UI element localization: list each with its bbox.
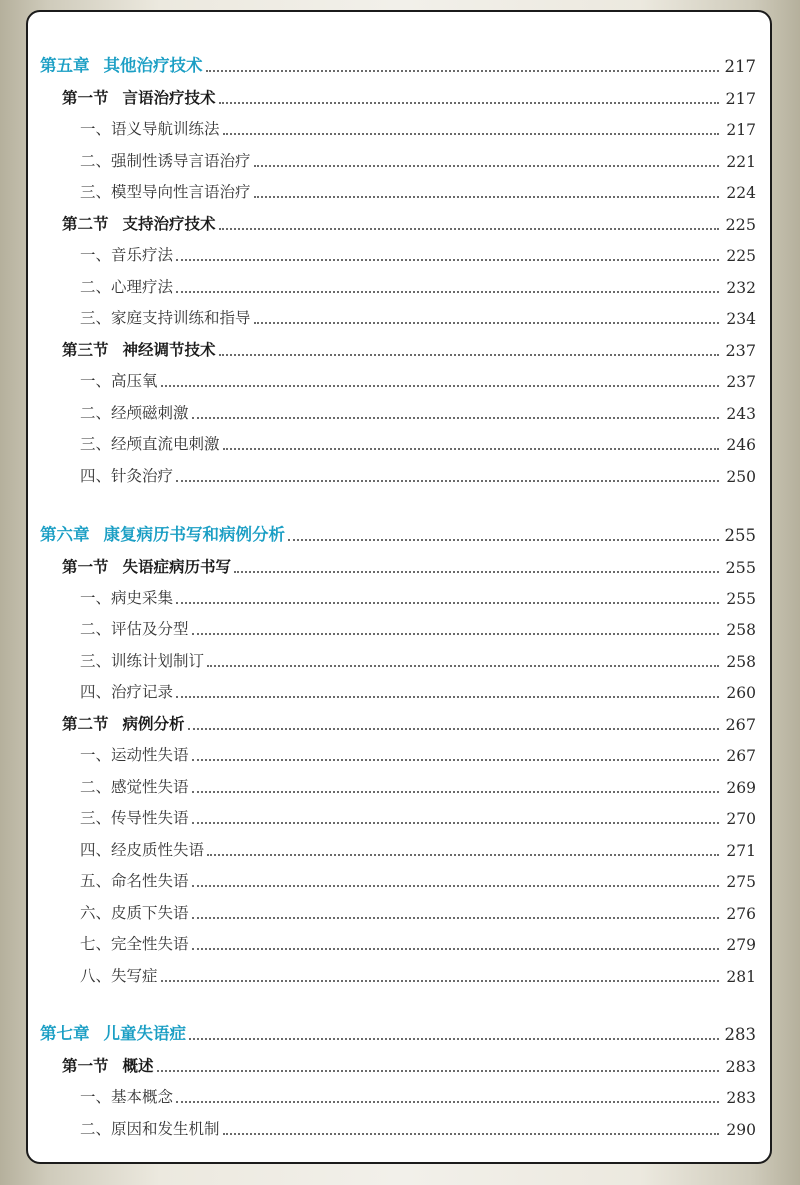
- toc-page-number: 281: [726, 968, 756, 986]
- toc-page-number: 258: [726, 621, 756, 639]
- toc-page-number: 217: [725, 89, 756, 108]
- toc-entry-label: [80, 869, 189, 891]
- toc-section-row[interactable]: [28, 551, 770, 577]
- toc-entry-number: 第五章: [40, 56, 90, 75]
- toc-entry-label: [80, 149, 251, 171]
- toc-entry-title: 六、皮质下失语: [80, 904, 189, 922]
- toc-chapter-row[interactable]: [28, 1018, 770, 1044]
- dot-leader: [161, 385, 719, 387]
- toc-entry-title: 概述: [122, 1057, 154, 1075]
- toc-entry-label: [62, 712, 185, 734]
- toc-entry-label: [62, 555, 231, 577]
- toc-item-row[interactable]: [28, 176, 770, 202]
- toc-entry-label: [80, 243, 173, 265]
- toc-entry-title: 其他治疗技术: [103, 56, 203, 75]
- toc-entry-title: 七、完全性失语: [80, 935, 189, 953]
- toc-item-row[interactable]: [28, 897, 770, 923]
- toc-entry-label: [40, 52, 203, 76]
- toc-entry-title: 病例分析: [122, 715, 185, 733]
- dot-leader: [288, 539, 719, 541]
- toc-entry-title: 二、原因和发生机制: [80, 1120, 220, 1138]
- toc-entry-title: 一、病史采集: [80, 589, 174, 607]
- toc-item-row[interactable]: [28, 928, 770, 954]
- toc-entry-label: [80, 617, 189, 639]
- dot-leader: [234, 571, 719, 573]
- toc-page-number: 255: [726, 590, 756, 608]
- dot-leader: [192, 417, 719, 419]
- toc-chapter-row[interactable]: [28, 50, 770, 76]
- toc-entry-title: 二、心理疗法: [80, 278, 174, 296]
- toc-item-row[interactable]: [28, 239, 770, 265]
- toc-page-number: 258: [726, 653, 756, 671]
- toc-section-row[interactable]: [28, 334, 770, 360]
- toc-entry-title: 三、传导性失语: [80, 809, 189, 827]
- toc-page-number: 255: [725, 558, 756, 577]
- toc-entry-title: 三、模型导向性言语治疗: [80, 183, 251, 201]
- toc-item-row[interactable]: [28, 960, 770, 986]
- toc-entry-title: 一、音乐疗法: [80, 246, 174, 264]
- toc-entry-number: 第一节: [62, 89, 109, 107]
- toc-entry-label: [80, 432, 220, 454]
- dot-leader: [157, 1070, 719, 1072]
- toc-entry-label: [80, 775, 189, 797]
- toc-page-number: 255: [724, 526, 756, 545]
- toc-entry-label: [80, 1117, 220, 1139]
- toc-entry-title: 四、治疗记录: [80, 683, 174, 701]
- toc-entry-title: 康复病历书写和病例分析: [103, 525, 285, 544]
- toc-item-row[interactable]: [28, 645, 770, 671]
- dot-leader: [219, 102, 719, 104]
- table-of-contents: [28, 12, 770, 1162]
- toc-page-number: 279: [726, 936, 756, 954]
- toc-page-number: 225: [726, 247, 756, 265]
- dot-leader: [192, 885, 719, 887]
- toc-entry-title: 儿童失语症: [103, 1024, 186, 1043]
- toc-item-row[interactable]: [28, 460, 770, 486]
- dot-leader: [192, 791, 719, 793]
- toc-page-number: 290: [726, 1121, 756, 1139]
- toc-entry-label: [80, 743, 189, 765]
- dot-leader: [192, 759, 719, 761]
- toc-page-number: 271: [726, 842, 756, 860]
- toc-entry-label: [80, 806, 189, 828]
- toc-entry-title: 二、强制性诱导言语治疗: [80, 152, 251, 170]
- toc-entry-title: 三、经颅直流电刺激: [80, 435, 220, 453]
- toc-page-number: 275: [726, 873, 756, 891]
- toc-page-number: 276: [726, 905, 756, 923]
- toc-entry-label: [62, 338, 216, 360]
- toc-entry-title: 八、失写症: [80, 967, 158, 985]
- toc-page: [26, 10, 772, 1164]
- toc-page-number: 237: [725, 341, 756, 360]
- toc-page-number: 260: [726, 684, 756, 702]
- toc-entry-label: [80, 306, 251, 328]
- toc-page-number: 232: [726, 279, 756, 297]
- toc-entry-title: 四、针灸治疗: [80, 467, 174, 485]
- toc-item-row[interactable]: [28, 302, 770, 328]
- dot-leader: [223, 133, 719, 135]
- toc-item-row[interactable]: [28, 771, 770, 797]
- toc-entry-label: [62, 212, 216, 234]
- dot-leader: [189, 1038, 719, 1040]
- toc-item-row[interactable]: [28, 397, 770, 423]
- dot-leader: [207, 854, 719, 856]
- toc-page-number: 267: [725, 715, 756, 734]
- toc-entry-number: 第六章: [40, 525, 90, 544]
- toc-page-number: 267: [726, 747, 756, 765]
- toc-entry-label: [80, 649, 204, 671]
- toc-page-number: 283: [726, 1089, 756, 1107]
- toc-item-row[interactable]: [28, 365, 770, 391]
- dot-leader: [176, 602, 719, 604]
- toc-entry-title: 三、训练计划制订: [80, 652, 205, 670]
- toc-entry-label: [80, 901, 189, 923]
- dot-leader: [176, 259, 719, 261]
- toc-entry-title: 二、感觉性失语: [80, 778, 189, 796]
- toc-entry-label: [80, 180, 251, 202]
- toc-section-row[interactable]: [28, 82, 770, 108]
- toc-entry-title: 一、基本概念: [80, 1088, 174, 1106]
- toc-entry-label: [80, 275, 173, 297]
- dot-leader: [192, 948, 719, 950]
- dot-leader: [176, 291, 719, 293]
- toc-page-number: 246: [726, 436, 756, 454]
- toc-page-number: 221: [726, 153, 756, 171]
- dot-leader: [254, 322, 719, 324]
- toc-entry-number: 第一节: [62, 1057, 109, 1075]
- toc-item-row[interactable]: [28, 113, 770, 139]
- toc-entry-number: 第七章: [40, 1024, 90, 1043]
- toc-entry-title: 五、命名性失语: [80, 872, 189, 890]
- toc-section-row[interactable]: [28, 708, 770, 734]
- toc-entry-title: 失语症病历书写: [122, 558, 232, 576]
- toc-entry-label: [80, 117, 220, 139]
- toc-page-number: 250: [726, 468, 756, 486]
- toc-chapter-row[interactable]: [28, 519, 770, 545]
- dot-leader: [176, 1101, 719, 1103]
- toc-page-number: 217: [726, 121, 756, 139]
- toc-section-row[interactable]: [28, 208, 770, 234]
- toc-entry-label: [80, 964, 158, 986]
- toc-entry-label: [80, 1085, 173, 1107]
- toc-item-row[interactable]: [28, 1081, 770, 1107]
- toc-entry-label: [80, 369, 158, 391]
- toc-entry-title: 一、语义导航训练法: [80, 120, 220, 138]
- toc-entry-label: [40, 1020, 186, 1044]
- toc-entry-label: [80, 838, 204, 860]
- toc-entry-label: [80, 586, 173, 608]
- dot-leader: [206, 70, 720, 72]
- toc-item-row[interactable]: [28, 271, 770, 297]
- dot-leader: [176, 480, 719, 482]
- toc-item-row[interactable]: [28, 145, 770, 171]
- dot-leader: [207, 665, 719, 667]
- toc-item-row[interactable]: [28, 739, 770, 765]
- toc-item-row[interactable]: [28, 613, 770, 639]
- toc-entry-title: 一、高压氧: [80, 372, 158, 390]
- toc-entry-title: 三、家庭支持训练和指导: [80, 309, 251, 327]
- toc-page-number: 224: [726, 184, 756, 202]
- toc-page-number: 283: [724, 1025, 756, 1044]
- toc-entry-label: [80, 932, 189, 954]
- toc-entry-title: 二、经颅磁刺激: [80, 404, 189, 422]
- toc-entry-label: [62, 86, 216, 108]
- toc-page-number: 217: [724, 57, 756, 76]
- toc-entry-number: 第二节: [62, 715, 109, 733]
- toc-page-number: 269: [726, 779, 756, 797]
- dot-leader: [188, 728, 719, 730]
- dot-leader: [192, 822, 719, 824]
- toc-entry-title: 言语治疗技术: [122, 89, 216, 107]
- toc-entry-number: 第二节: [62, 215, 109, 233]
- toc-entry-label: [80, 680, 173, 702]
- toc-entry-title: 神经调节技术: [122, 341, 216, 359]
- toc-page-number: 243: [726, 405, 756, 423]
- dot-leader: [223, 448, 719, 450]
- toc-entry-label: [40, 521, 285, 545]
- toc-item-row[interactable]: [28, 676, 770, 702]
- toc-item-row[interactable]: [28, 1113, 770, 1139]
- dot-leader: [192, 917, 719, 919]
- dot-leader: [219, 354, 719, 356]
- toc-entry-number: 第三节: [62, 341, 109, 359]
- toc-entry-label: [62, 1054, 154, 1076]
- toc-item-row[interactable]: [28, 865, 770, 891]
- toc-entry-title: 支持治疗技术: [122, 215, 216, 233]
- toc-page-number: 225: [725, 215, 756, 234]
- toc-section-row[interactable]: [28, 1050, 770, 1076]
- toc-page-number: 270: [726, 810, 756, 828]
- dot-leader: [219, 228, 719, 230]
- toc-entry-title: 一、运动性失语: [80, 746, 189, 764]
- toc-page-number: 234: [726, 310, 756, 328]
- toc-entry-title: 二、评估及分型: [80, 620, 189, 638]
- dot-leader: [254, 196, 719, 198]
- toc-entry-number: 第一节: [62, 558, 109, 576]
- dot-leader: [176, 696, 719, 698]
- toc-page-number: 283: [725, 1057, 756, 1076]
- toc-item-row[interactable]: [28, 834, 770, 860]
- dot-leader: [223, 1133, 719, 1135]
- toc-entry-title: 四、经皮质性失语: [80, 841, 205, 859]
- toc-item-row[interactable]: [28, 802, 770, 828]
- dot-leader: [192, 633, 719, 635]
- toc-item-row[interactable]: [28, 428, 770, 454]
- toc-item-row[interactable]: [28, 582, 770, 608]
- toc-entry-label: [80, 401, 189, 423]
- toc-page-number: 237: [726, 373, 756, 391]
- toc-entry-label: [80, 464, 173, 486]
- dot-leader: [161, 980, 719, 982]
- dot-leader: [254, 165, 719, 167]
